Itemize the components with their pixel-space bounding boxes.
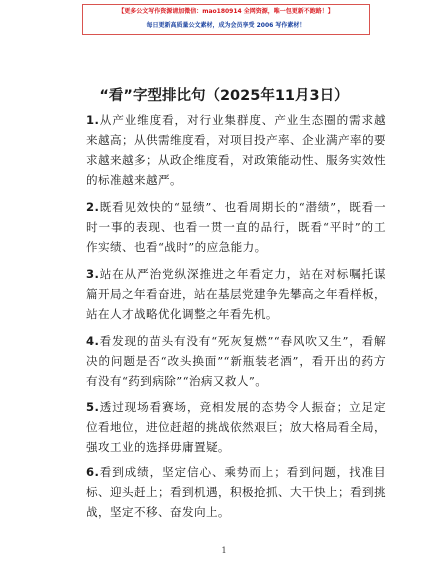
paragraph-1 [86, 110, 386, 190]
paragraph-number: 5. [86, 400, 100, 414]
paragraph-3 [86, 264, 386, 324]
paragraph-4 [86, 331, 386, 391]
paragraph-number: 2. [86, 200, 100, 214]
paragraph-number: 4. [86, 334, 100, 348]
paragraph-text: 从产业维度看，对行业集群度、产业生态圈的需求越来越高；从供需维度看，对项目投产率、企业满产率的要求越来越多；从政企维度看，对政策能动性、服务实效性的标准越来越严。 [86, 113, 386, 187]
document-title: “看”字型排比句（2025年11月3日） [99, 88, 349, 104]
paragraph-text: 站在从严治党纵深推进之年看定力，站在对标嘱托谋篇开局之年看奋进，站在基层党建争先攀高之年看样板，站在人才战略优化调整之年看先机。 [86, 267, 386, 321]
paragraph-2 [86, 197, 386, 257]
paragraph-number: 1. [86, 113, 100, 127]
page-number: 1 [221, 546, 227, 555]
promo-banner-line1: 【更多公文写作资源请加微信：mao180914 全网资源，唯一包更新不跑路！】 [118, 8, 334, 15]
promo-banner-line2: 每日更新高质量公文素材，成为会员享受 2006 写作素材！ [146, 22, 306, 29]
paragraph-text: 看到成绩，坚定信心、乘势而上；看到问题，找准目标、迎头赶上；看到机遇，积极抢抓、大干快上；看到挑战，坚定不移、奋发向上。 [86, 465, 386, 519]
paragraph-text: 透过现场看赛场，竞相发展的态势令人振奋；立足定位看地位，进位赶超的挑战依然艰巨；放大格局看全局，强攻工业的选择毋庸置疑。 [86, 400, 386, 454]
paragraph-number: 3. [86, 267, 100, 281]
paragraph-text: 既看见效快的“显绩”、也看周期长的“潜绩”，既看一时一事的表现、也看一贯一直的品行，既看“平时”的工作实绩、也看“战时”的应急能力。 [86, 200, 386, 254]
paragraph-number: 6. [86, 465, 100, 479]
promo-banner [82, 4, 370, 35]
paragraph-6 [86, 462, 386, 522]
paragraph-text: 看发现的苗头有没有“死灰复燃”“春风吹又生”，看解决的问题是否“改头换面”“新瓶装老酒”，看开出的药方有没有“药到病除”“治病又救人”。 [86, 334, 386, 388]
paragraph-5 [86, 397, 386, 457]
